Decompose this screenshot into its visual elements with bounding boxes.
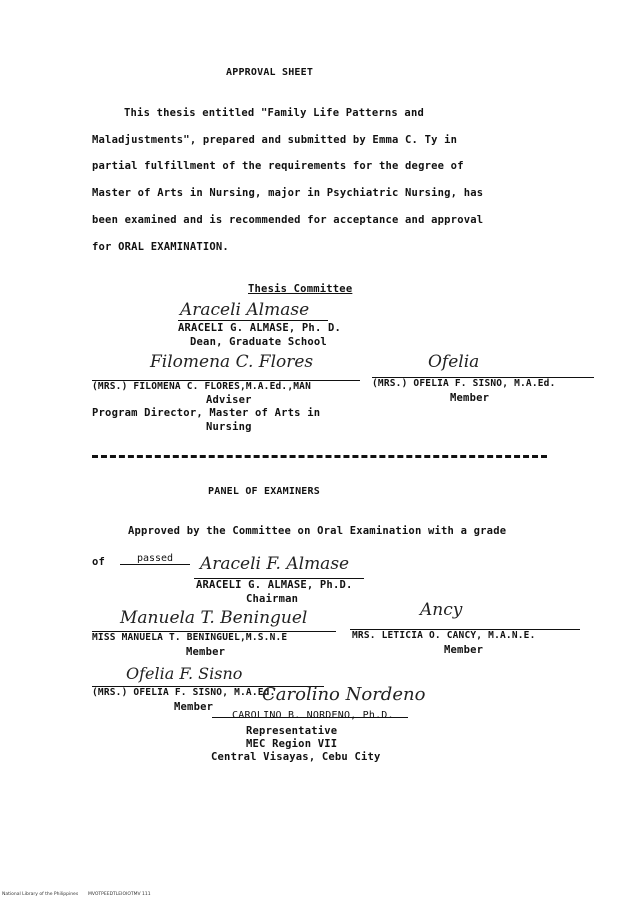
intro-line: Master of Arts in Nursing, major in Psychiatric Nursing, has [92,187,484,199]
member2-name: MRS. LETICIA O. CANCY, M.A.N.E. [352,630,536,641]
intro-line: partial fulfillment of the requirements for the degree of [92,160,464,172]
dean-name: ARACELI G. ALMASE, Ph. D. [178,322,342,334]
representative-location: Central Visayas, Cebu City [211,751,381,763]
representative-name: CAROLINO B. NORDENO, Ph.D. [232,710,394,721]
dean-title: Dean, Graduate School [190,336,327,348]
representative-title: Representative [246,725,338,737]
member2-title: Member [444,644,484,656]
dean-signature-line [178,320,328,321]
adviser-role-line2: Nursing [206,421,252,433]
grade-value: passed [120,553,190,565]
member-name: (MRS.) OFELIA F. SISNO, M.A.Ed. [372,378,556,389]
adviser-role-line1: Program Director, Master of Arts in [92,407,321,419]
member1-title: Member [186,646,226,658]
dean-signature: Araceli Almase [180,300,310,320]
member-signature: Ofelia [428,352,480,372]
footer-code: MVOTPEEDTLEIOIOTMV 111 [88,892,151,897]
representative-office: MEC Region VII [246,738,338,750]
member3-name: (MRS.) OFELIA F. SISNO, M.A.Ed. [92,687,276,698]
member1-name: MISS MANUELA T. BENINGUEL,M.S.N.E [92,632,288,643]
representative-signature: Carolino Nordeno [262,684,426,705]
member2-signature: Ancy [420,600,463,620]
panel-heading: PANEL OF EXAMINERS [208,486,320,497]
chairman-name: ARACELI G. ALMASE, Ph.D. [196,579,353,591]
member1-signature: Manuela T. Beninguel [120,608,308,628]
committee-heading: Thesis Committee [248,283,353,295]
member-title: Member [450,392,490,404]
member3-signature: Ofelia F. Sisno [126,664,243,683]
section-divider [92,455,547,458]
adviser-name: (MRS.) FILOMENA C. FLORES,M.A.Ed.,MAN [92,381,312,392]
intro-line: Maladjustments", prepared and submitted by Emma C. Ty in [92,134,458,146]
intro-line: This thesis entitled "Family Life Patterns and [124,107,424,119]
approval-text: Approved by the Committee on Oral Examination with a grade [128,525,507,537]
chairman-signature: Araceli F. Almase [200,554,350,574]
adviser-signature: Filomena C. Flores [150,352,314,372]
member3-title: Member [174,701,214,713]
of-label: of [92,556,106,568]
footer-library: National Library of the Philippines [2,892,79,897]
page-title: APPROVAL SHEET [226,67,314,78]
intro-line: been examined and is recommended for acceptance and approval [92,214,484,226]
chairman-title: Chairman [246,593,299,605]
intro-line: for ORAL EXAMINATION. [92,241,229,253]
adviser-title: Adviser [206,394,252,406]
